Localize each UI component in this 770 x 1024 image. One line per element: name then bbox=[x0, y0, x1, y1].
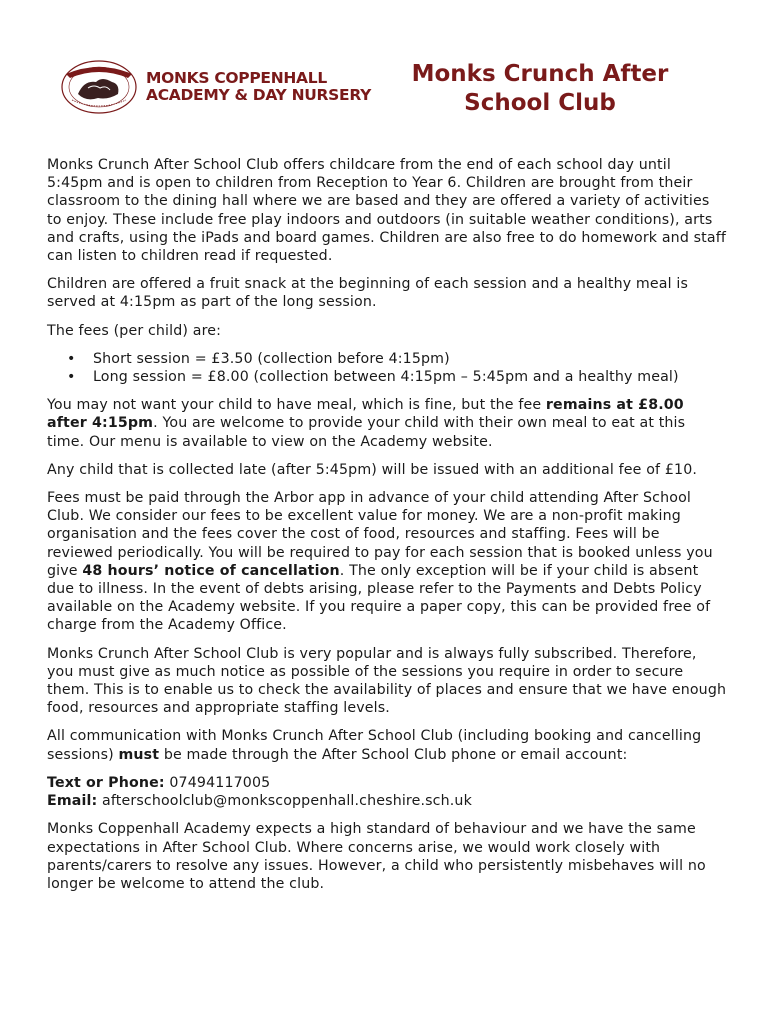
meal-emphasis: remains at £8.00 after 4:15pm bbox=[47, 397, 684, 432]
logo-line-2: ACADEMY & DAY NURSERY bbox=[146, 86, 372, 104]
contact-phone-row bbox=[47, 774, 727, 792]
school-crest-icon bbox=[58, 58, 140, 116]
fees-list bbox=[47, 350, 727, 386]
document-body bbox=[47, 156, 727, 903]
logo-line-1: MONKS COPPENHALL bbox=[146, 69, 327, 87]
late-fee-paragraph: Any child that is collected late (after 5:45pm) will be issued with an additional fee of £10. bbox=[47, 461, 698, 478]
communication-paragraph bbox=[47, 727, 727, 763]
fees-heading: The fees (per child) are: bbox=[47, 322, 222, 339]
payment-text-1: Fees must be paid through the Arbor app in advance of your child attending After School Club. We consider our fees to be excellent value for money. We are a non-profit making organisation and the fees cover the cost of food, resources and staffing. Fees will be reviewed periodically. You will be required to pay for each session that is booked unless you give bbox=[47, 490, 713, 579]
email-address: afterschoolclub@monkscoppenhall.cheshire.sch.uk bbox=[97, 793, 472, 810]
popularity-paragraph: Monks Crunch After School Club is very popular and is always fully subscribed. Therefore, you must give as much notice as possible of the sessions you require in order to secure them. This is to enable us to check the availability of places and ensure that we have enough food, resources and appropriate staffing levels. bbox=[47, 645, 727, 717]
contact-email-row bbox=[47, 792, 727, 810]
fee-item-short: • Short session = £3.50 (collection before 4:15pm) bbox=[93, 350, 727, 368]
meal-text-2: . You are welcome to provide your child with their own meal to eat at this time. Our menu is available to view on the Academy website. bbox=[47, 415, 686, 450]
meal-text-1: You may not want your child to have meal, which is fine, but the fee bbox=[47, 397, 546, 414]
payment-text-2: . The only exception will be if your child is absent due to illness. In the event of debts arising, please refer to the Payments and Debts Policy available on the Academy website. If you require a paper copy, this can be provided free of charge from the Academy Office. bbox=[47, 562, 711, 634]
must-emphasis: must bbox=[118, 746, 160, 763]
payment-paragraph bbox=[47, 489, 727, 635]
phone-label: Text or Phone: bbox=[47, 774, 165, 791]
cancellation-emphasis: 48 hours’ notice of cancellation bbox=[82, 562, 340, 579]
communication-text-2: be made through the After School Club phone or email account: bbox=[159, 746, 628, 763]
title-line-1: Monks Crunch After bbox=[411, 61, 669, 87]
title-line-2: School Club bbox=[464, 90, 616, 116]
email-label: Email: bbox=[47, 793, 98, 810]
contact-details bbox=[47, 774, 727, 810]
school-logo bbox=[58, 58, 371, 116]
snack-paragraph: Children are offered a fruit snack at the beginning of each session and a healthy meal is served at 4:15pm as part of the long session. bbox=[47, 276, 689, 311]
logo-wordmark bbox=[146, 70, 371, 104]
meal-paragraph bbox=[47, 396, 727, 451]
phone-number: 07494117005 bbox=[164, 774, 271, 791]
fee-item-long: • Long session = £8.00 (collection between 4:15pm – 5:45pm and a healthy meal) bbox=[93, 368, 727, 386]
behaviour-paragraph: Monks Coppenhall Academy expects a high standard of behaviour and we have the same expectations in After School Club. Where concerns arise, we would work closely with parents/carers to resolve any issues. However, a child who persistently misbehaves will no longer be welcome to attend the club. bbox=[47, 821, 706, 892]
communication-text-1: All communication with Monks Crunch After School Club (including booking and cancelling sessions) bbox=[47, 728, 702, 763]
page-title bbox=[365, 60, 715, 118]
intro-paragraph: Monks Crunch After School Club offers childcare from the end of each school day until 5:45pm and is open to children from Reception to Year 6. Children are brought from their classroom to the dining hall where we are based and they are offered a variety of activities to enjoy. These include free play indoors and outdoors (in suitable weather conditions), arts and crafts, using the iPads and board games. Children are also free to do homework and staff can listen to children read if requested. bbox=[47, 157, 727, 265]
